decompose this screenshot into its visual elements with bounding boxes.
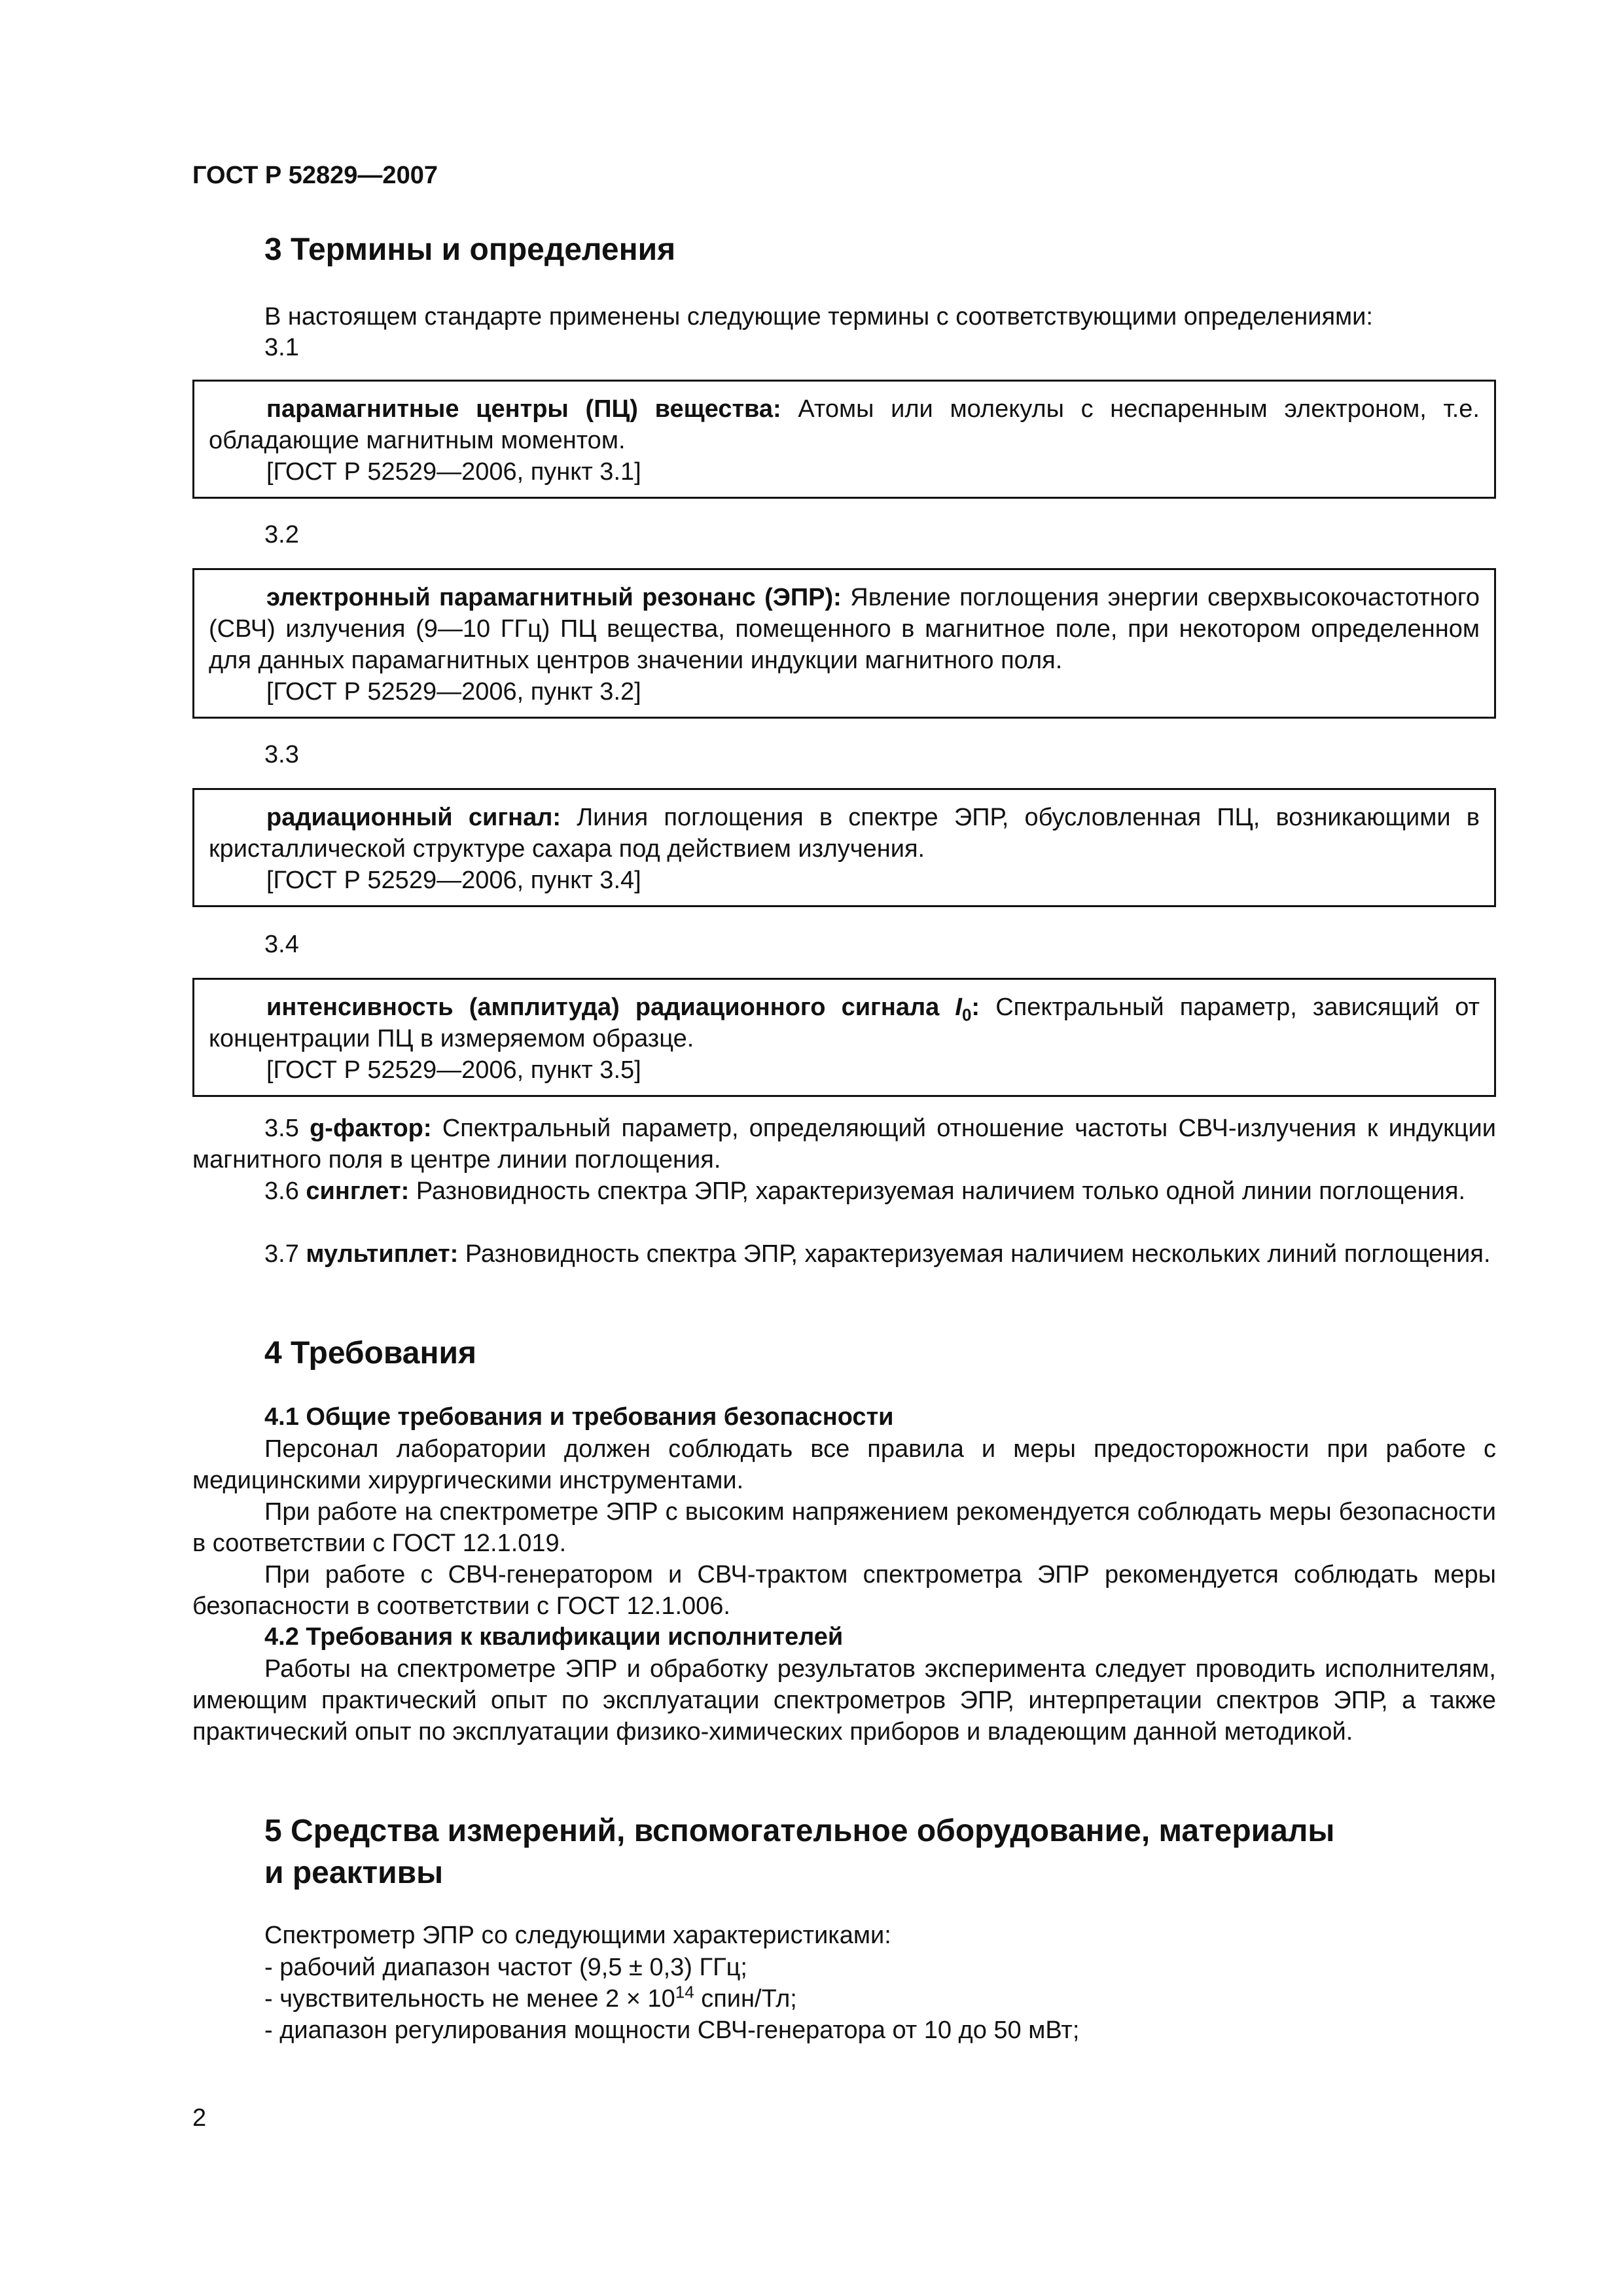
term-name: g-фактор: (310, 1115, 432, 1142)
term-number: 3.2 (264, 521, 299, 548)
section-4-1-para-3: При работе с СВЧ-генератором и СВЧ-трактом спектрометра ЭПР рекомендуется соблюдать меры безопасности в соответствии с ГОСТ 12.1.006. (192, 1561, 1496, 1620)
section-5-title-line-1: 5 Средства измерений, вспомогательное оборудование, материалы (264, 1814, 1335, 1848)
term-number: 3.6 (264, 1177, 299, 1205)
term-name: парамагнитные центры (ПЦ) вещества: (266, 395, 781, 423)
document-id-header: ГОСТ Р 52829—2007 (192, 162, 438, 189)
list-item: - рабочий диапазон частот (9,5 ± 0,3) ГГц; (264, 1954, 747, 1981)
term-name: электронный парамагнитный резонанс (ЭПР): (266, 584, 842, 611)
section-3-intro (192, 301, 1496, 332)
term-def-text: Явление поглощения энергии сверхвысокочастотного (СВЧ) излучения (9—10 ГГц) ПЦ вещества, помещенного в магнитное поле, при некотором определенном для данных парамагнитных центров значении индукции магнитного поля. (209, 584, 1480, 674)
term-definition (209, 992, 1480, 1054)
section-5-intro: Спектрометр ЭПР со следующими характеристиками: (264, 1922, 891, 1949)
term-def-text: Спектральный параметр, определяющий отношение частоты СВЧ-излучения к индукции магнитного поля в центре линии поглощения. (192, 1115, 1496, 1174)
term-source: [ГОСТ Р 52529—2006, пункт 3.4] (266, 867, 641, 894)
term-symbol: I (955, 994, 962, 1021)
term-number: 3.3 (264, 741, 299, 768)
term-box-3-4 (192, 978, 1496, 1097)
section-4-1-para-2: При работе на спектрометре ЭПР с высоким напряжением рекомендуется соблюдать меры безопасности в соответствии с ГОСТ 12.1.019. (192, 1498, 1496, 1557)
term-def-text: Атомы или молекулы с неспаренным электроном, т.е. обладающие магнитным моментом. (209, 395, 1480, 454)
term-symbol-subscript: 0 (961, 1005, 972, 1025)
term-box-3-2 (192, 568, 1496, 719)
term-definition (209, 802, 1480, 865)
term-number: 3.7 (264, 1240, 299, 1268)
term-definition (209, 582, 1480, 676)
section-5-title (264, 1810, 1334, 1894)
term-name: мультиплет: (306, 1240, 459, 1268)
term-3-7 (192, 1238, 1496, 1270)
subsection-4-1-title: 4.1 Общие требования и требования безопасности (264, 1403, 894, 1431)
section-4-2-para: Работы на спектрометре ЭПР и обработку результатов эксперимента следует проводить исполнителям, имеющим практический опыт по эксплуатации спектрометров ЭПР, интерпретации спектров ЭПР, а также практический опыт по эксплуатации физико-химических приборов и владеющим данной методикой. (192, 1655, 1496, 1746)
spectrometer-characteristics-list (264, 1952, 1079, 2046)
list-item: - диапазон регулирования мощности СВЧ-генератора от 10 до 50 мВт; (264, 2017, 1080, 2044)
term-source: [ГОСТ Р 52529—2006, пункт 3.1] (266, 458, 641, 486)
term-def-text: Спектральный параметр, зависящий от концентрации ПЦ в измеряемом образце. (209, 994, 1480, 1052)
term-number: 3.5 (264, 1115, 299, 1142)
term-source: [ГОСТ Р 52529—2006, пункт 3.2] (266, 678, 641, 706)
list-item-text: - чувствительность не менее 2 × 10 (264, 1985, 675, 2013)
section-4-title: 4 Требования (264, 1336, 476, 1371)
list-item (264, 1983, 1079, 2015)
term-box-3-3 (192, 788, 1496, 907)
term-name: радиационный сигнал: (266, 804, 562, 831)
section-3-intro-text: В настоящем стандарте применены следующие термины с соответствующими определениями: (264, 303, 1373, 331)
term-source: [ГОСТ Р 52529—2006, пункт 3.5] (266, 1056, 641, 1084)
term-number: 3.1 (264, 334, 299, 361)
list-item-exponent: 14 (675, 1982, 694, 2002)
section-4-1-para-1: Персонал лаборатории должен соблюдать все правила и меры предосторожности при работе с медицинскими хирургическими инструментами. (192, 1435, 1496, 1494)
term-def-text: Разновидность спектра ЭПР, характеризуемая наличием нескольких линий поглощения. (458, 1240, 1491, 1268)
term-name: интенсивность (амплитуда) радиационного сигнала (266, 994, 955, 1021)
term-number: 3.4 (264, 931, 299, 958)
term-definition (209, 393, 1480, 456)
term-def-text: Разновидность спектра ЭПР, характеризуемая наличием только одной линии поглощения. (409, 1177, 1466, 1205)
term-3-5 (192, 1113, 1496, 1175)
term-box-3-1 (192, 380, 1496, 499)
page-number: 2 (192, 2104, 207, 2132)
term-def-text: Линия поглощения в спектре ЭПР, обусловленная ПЦ, возникающими в кристаллической структуре сахара под действием излучения. (209, 804, 1480, 863)
section-5-title-line-2: и реактивы (264, 1856, 444, 1890)
term-3-6 (192, 1175, 1496, 1207)
list-item-text: спин/Тл; (694, 1985, 797, 2013)
term-colon: : (971, 994, 980, 1021)
section-3-title: 3 Термины и определения (264, 232, 676, 267)
subsection-4-2-title: 4.2 Требования к квалификации исполнителей (264, 1623, 844, 1651)
term-name: синглет: (306, 1177, 410, 1205)
